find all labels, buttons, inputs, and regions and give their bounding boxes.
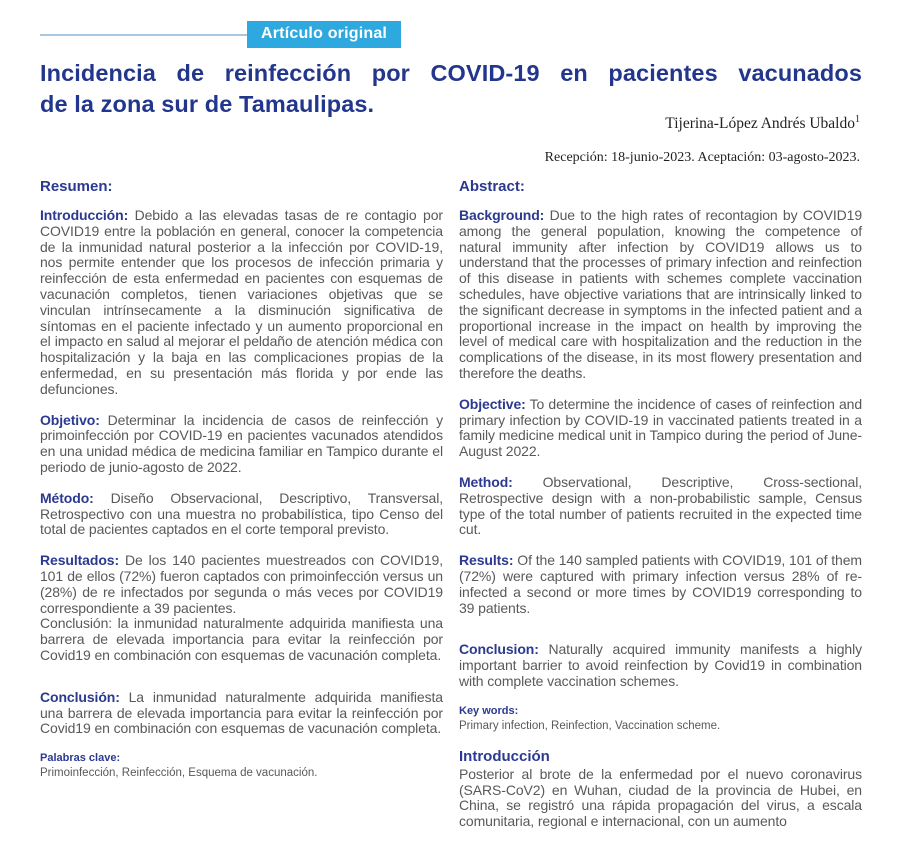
abstract-conclusion-lead: Conclusion: [459, 641, 539, 658]
author-name: Tijerina-López Andrés Ubaldo [665, 115, 855, 133]
resumen-resultados-lead: Resultados: [40, 552, 120, 569]
article-title-line2: de la zona sur de Tamaulipas. [40, 91, 375, 117]
introduccion-section-text: Posterior al brote de la enfermedad por el nuevo coronavirus (SARS-CoV2) en Wuhan, ciudad de la provincia de Hubei, en China, se registró una rápida propagación del virus, a escala comunitaria, regional e internacional, con un aumento [459, 765, 862, 830]
resumen-objetivo-text: Determinar la incidencia de casos de reinfección y primoinfección por COVID-19 en pacientes vacunados atendidos en una unidad médica de medicina familiar en Tampico durante el periodo de junio-agosto de 2022. [40, 411, 443, 475]
abstract-objective-paragraph [459, 397, 862, 460]
abstract-results-lead: Results: [459, 552, 514, 569]
abstract-results-text: Of the 140 sampled patients with COVID19, 101 of them (72%) were captured with primary infection versus 28% of re-infected a second or more times by COVID19 corresponding to 39 patients. [459, 552, 862, 616]
resumen-column [40, 178, 443, 845]
resumen-objetivo-lead: Objetivo: [40, 411, 100, 428]
abstract-objective-text: To determine the incidence of cases of reinfection and primary infection by COVID-19 in vaccinated patients treated in a family medicine medical unit in Tampico during the period of June-August 2022. [459, 395, 862, 460]
author-byline [665, 114, 860, 133]
badge-rule-line [40, 34, 247, 36]
resumen-conclusion-paragraph [40, 690, 443, 737]
resumen-introduccion-paragraph [40, 208, 443, 398]
palabras-clave-text: Primoinfección, Reinfección, Esquema de vacunación. [40, 767, 318, 780]
resumen-resultados-text: De los 140 pacientes muestreados con COVID19, 101 de ellos (72%) fueron captados con primoinfección versus un (28%) de re infectados por segunda o más veces por COVID19 correspondiente a 39 pacientes. [40, 552, 443, 616]
abstract-background-paragraph [459, 208, 862, 382]
abstract-background-lead: Background: [459, 207, 545, 223]
article-type-badge: Artículo original [247, 21, 401, 48]
resumen-heading: Resumen: [40, 178, 113, 195]
abstract-method-text: Observational, Descriptive, Cross-sectional, Retrospective design with a non-probabilistic sample, Census type of the total number of patients recruited in the expected time cut. [459, 473, 862, 538]
resumen-metodo-text: Diseño Observacional, Descriptivo, Transversal, Retrospectivo con una muestra no probabilística, tipo Censo del total de pacientes captados en el corte temporal previsto. [40, 489, 444, 538]
abstract-conclusion-text: Naturally acquired immunity manifests a highly important barrier to avoid reinfection by Covid19 in combination with complete vaccination schemes. [459, 641, 862, 689]
resumen-introduccion-text: Debido a las elevadas tasas de re contagio por COVID19 entre la población en general, conocer la competencia de la inmunidad natural posterior a la infección por COVID-19, nos permite entender que los procesos de infección primaria y reinfección de esta enfermedad en pacientes con esquemas de vacunación completos, tienen variaciones objetivas que se vinculan intrínsecamente a la disminución significativa de síntomas en el paciente infectado y un aumento proporcional en el impacto en salud al mejorar el peldaño de atención médica con hospitalización y la baja en las complicaciones propias de la enfermedad, en su presentación más florida y por ende las defunciones. [40, 207, 443, 397]
author-affiliation-superscript: 1 [855, 114, 860, 125]
abstract-method-lead: Method: [459, 473, 513, 490]
article-type-row [40, 21, 860, 49]
abstract-background-text: Due to the high rates of recontagion by COVID19 among the general population, knowing the competence of natural immunity after infection by COVID19 allows us to understand that the processes of primary infection and reinfection of this disease in patients with schemes complete vaccination schedules, have objective variations that are intrinsically linked to the significant decrease in symptoms in the infected patient and a proportional increase in the impact on health by improving the level of medical care with hospitalization and the reduction in the complications of the disease, in its most flowery presentation and therefore the deaths. [459, 207, 862, 381]
resumen-introduccion-lead: Introducción: [40, 207, 129, 223]
abstract-conclusion-paragraph [459, 642, 862, 689]
resumen-conclusion-text: La inmunidad naturalmente adquirida manifiesta una barrera de elevada importancia para evitar la reinfección por Covid19 en combinación con esquemas de vacunación completa. [40, 688, 443, 737]
article-title-line1: Incidencia de reinfección por COVID-19 en pacientes vacunados [40, 60, 862, 86]
abstract-column [459, 178, 862, 845]
abstract-heading: Abstract: [459, 178, 525, 195]
resumen-resultados-paragraph [40, 553, 443, 664]
abstract-objective-lead: Objective: [459, 395, 526, 412]
reception-acceptance-dates: Recepción: 18-junio-2023. Aceptación: 03-agosto-2023. [544, 150, 860, 165]
article-title [40, 58, 862, 120]
key-words-text: Primary infection, Reinfection, Vaccination scheme. [459, 719, 721, 732]
resumen-metodo-paragraph [40, 491, 443, 538]
introduccion-section-heading: Introducción [459, 747, 550, 765]
resumen-conclusion-lead: Conclusión: [40, 688, 120, 705]
key-words-label: Key words: [459, 704, 519, 717]
abstract-method-paragraph [459, 475, 862, 538]
resumen-resultados-conclusion-note: Conclusión: la inmunidad naturalmente adquirida manifiesta una barrera de elevada importancia para evitar la reinfección por Covid19 en combinación con esquemas de vacunación completa. [40, 615, 443, 663]
abstract-results-paragraph [459, 553, 862, 616]
palabras-clave-label: Palabras clave: [40, 752, 121, 765]
two-column-body [40, 178, 862, 845]
resumen-metodo-lead: Método: [40, 489, 94, 506]
resumen-objetivo-paragraph [40, 413, 443, 476]
